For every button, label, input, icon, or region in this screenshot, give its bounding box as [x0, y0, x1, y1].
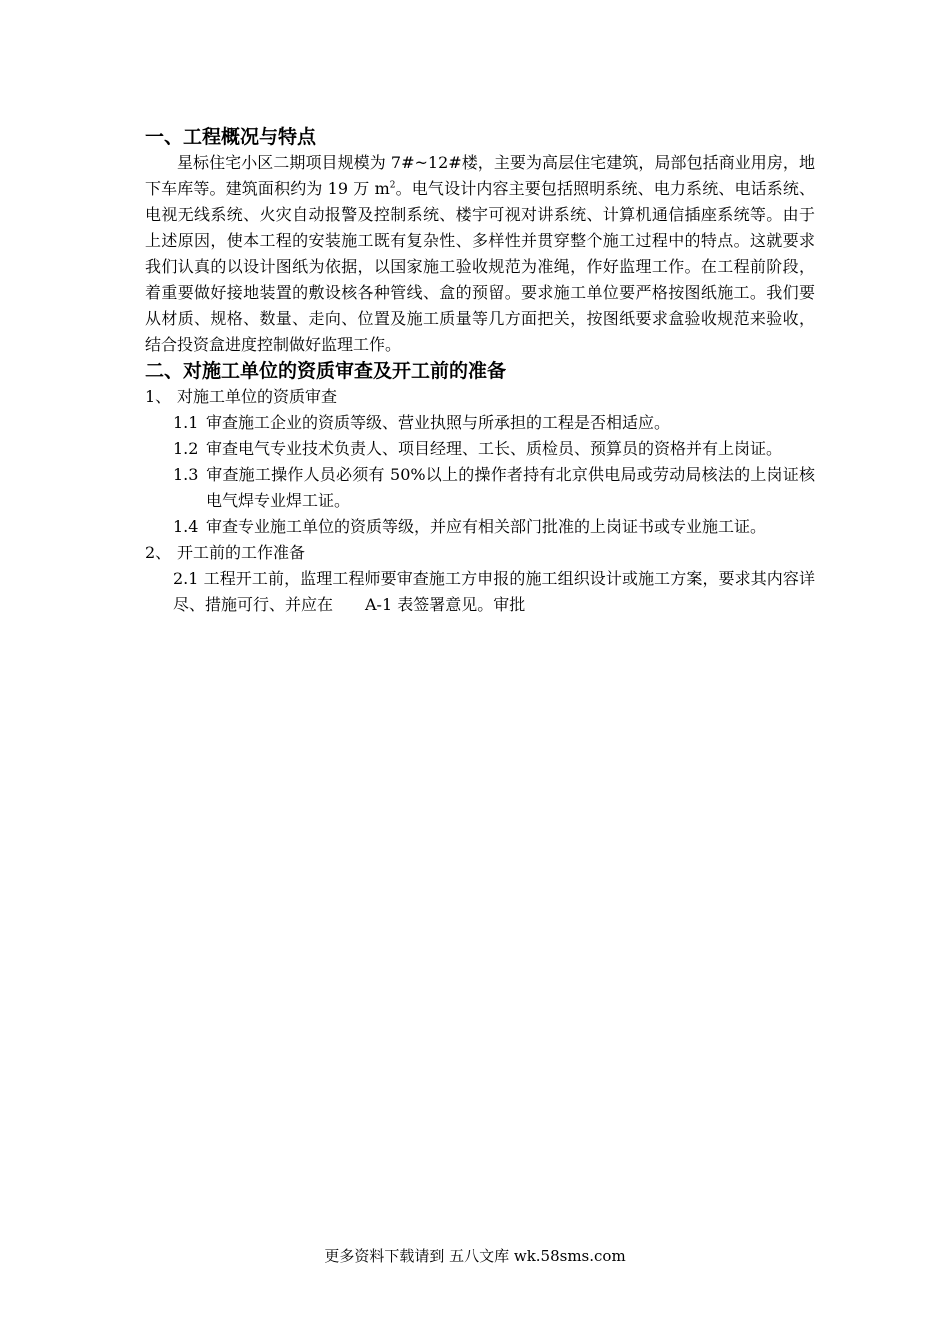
- list-item-text: 审查电气专业技术负责人、项目经理、工长、质检员、预算员的资格并有上岗证。: [206, 439, 783, 458]
- list-item-number: 1.4: [173, 517, 199, 536]
- section-1-paragraph: [145, 150, 815, 358]
- paragraph-text-part-2: 。电气设计内容主要包括照明系统、电力系统、电话系统、电视无线系统、火灾自动报警及控制系统、楼宇可视对讲系统、计算机通信插座系统等。由于上述原因，使本工程的安装施工既有复杂性、多样性并贯穿整个施工过程中的特点。这就要求我们认真的以设计图纸为依据，以国家施工验收规范为准绳，作好监理工作。在工程前阶段，着重要做好接地装置的敷设核各种管线、盒的预留。要求施工单位要严格按图纸施工。我们要从材质、规格、数量、走向、位置及施工质量等几方面把关，按图纸要求盒验收规范来验收，结合投资盒进度控制做好监理工作。: [145, 179, 815, 354]
- section-1-heading: 一、工程概况与特点: [145, 126, 317, 148]
- section-2-heading: 二、对施工单位的资质审查及开工前的准备: [145, 360, 507, 382]
- subsection-1-title: 对施工单位的资质审查: [177, 387, 338, 406]
- list-item-text: 审查专业施工单位的资质等级，并应有相关部门批准的上岗证书或专业施工证。: [206, 517, 767, 536]
- footer-text: 更多资料下载请到 五八文库 wk.58sms.com: [324, 1247, 626, 1265]
- list-item-number: 1.1: [173, 413, 199, 432]
- list-item: [173, 514, 815, 540]
- list-item-text: 审查施工操作人员必须有 50%以上的操作者持有北京供电局或劳动局核法的上岗证核电气焊专业焊工证。: [206, 465, 815, 510]
- subsection-1-number: 1、: [145, 387, 172, 406]
- list-item: [173, 462, 815, 514]
- document-body: [145, 124, 815, 618]
- subsection-1-heading: [145, 384, 815, 410]
- subsection-2-number: 2、: [145, 543, 172, 562]
- list-item-number: 1.2: [173, 439, 199, 458]
- list-item-number: 1.3: [173, 465, 199, 484]
- subsection-2-heading: [145, 540, 815, 566]
- list-item-text: 审查施工企业的资质等级、营业执照与所承担的工程是否相适应。: [206, 413, 671, 432]
- list-item: [173, 410, 815, 436]
- paragraph-text-part-1: 星标住宅小区二期项目规模为 7#~12#楼，主要为高层住宅建筑，局部包括商业用房，地下车库等。建筑面积约为 19 万 m: [145, 153, 815, 198]
- list-item: 2.1 工程开工前，监理工程师要审查施工方申报的施工组织设计或施工方案，要求其内容详尽、措施可行、并应在 A-1 表签署意见。审批: [173, 569, 815, 614]
- superscript-exponent: 2: [389, 180, 396, 191]
- list-item: [173, 436, 815, 462]
- subsection-2-title: 开工前的工作准备: [177, 543, 306, 562]
